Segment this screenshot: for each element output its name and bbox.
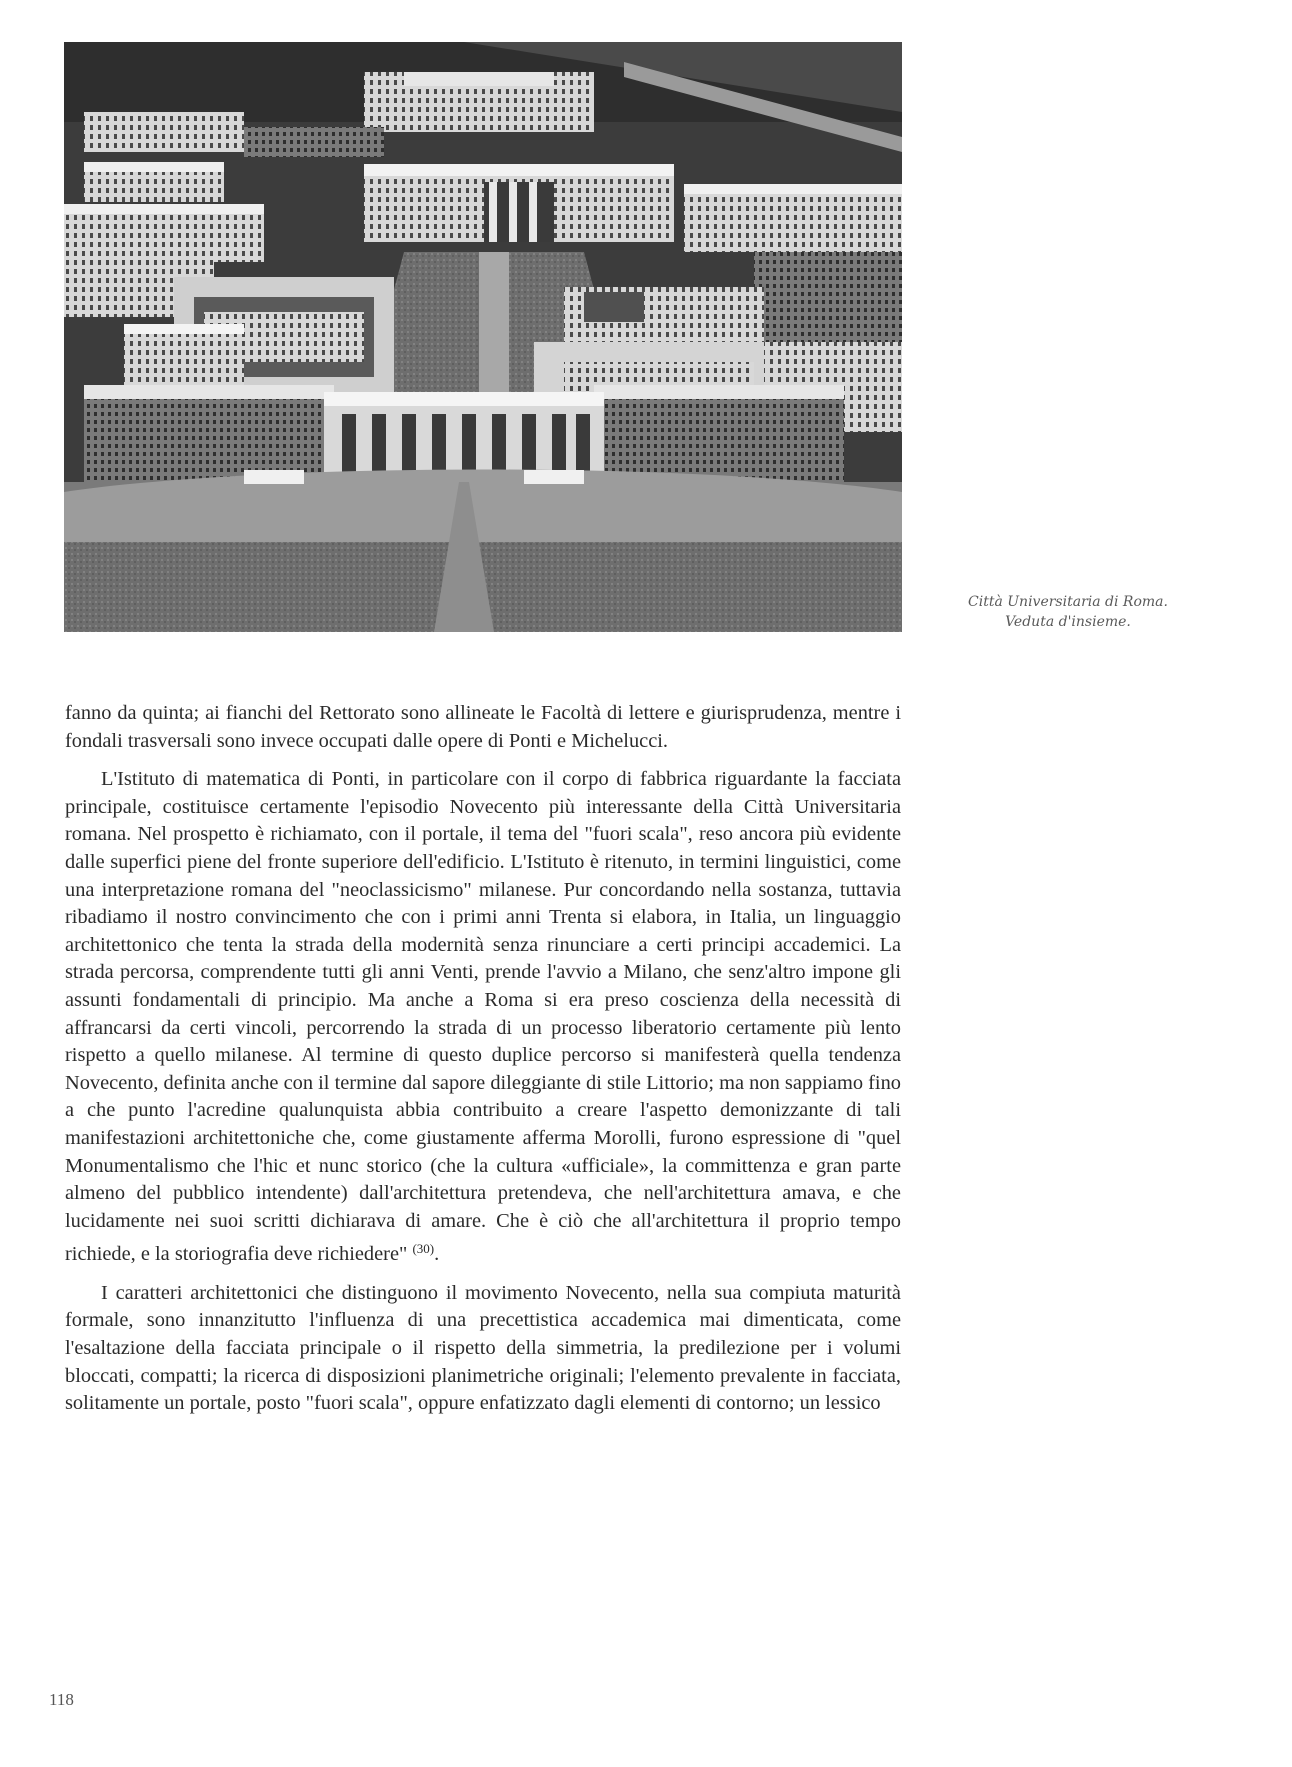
paragraph-3: I caratteri architettonici che distinguono il movimento Novecento, nella sua compiuta maturità formale, sono innanzitutto l'influenza di una precettistica accademica mai dimenticata, come l'esaltazione della facciata principale o il rispetto della simmetria, la predilezione per i volumi bloccati, compatti; la ricerca di disposizioni planimetriche originali; l'elemento prevalente in facciata, solitamente un portale, posto "fuori scala", oppure enfatizzato dagli elementi di contorno; un lessico bbox=[65, 1281, 901, 1415]
paragraph-2-end: . bbox=[434, 1243, 440, 1266]
aerial-photo-citta-universitaria bbox=[64, 42, 902, 632]
caption-line-1: Città Universitaria di Roma. bbox=[968, 594, 1168, 610]
page-number: 118 bbox=[49, 1690, 74, 1709]
footnote-reference: (30) bbox=[412, 1241, 435, 1257]
paragraph-1: fanno da quinta; ai fianchi del Rettorato sono allineate le Facoltà di lettere e giurisprudenza, mentre i fondali trasversali sono invece occupati dalle opere di Ponti e Michelucci. bbox=[65, 702, 901, 752]
body-text bbox=[65, 700, 901, 1429]
figure-caption bbox=[918, 592, 1218, 632]
paragraph-2 bbox=[65, 766, 901, 1269]
aerial-photo-illustration bbox=[64, 42, 902, 632]
paragraph-2-text: L'Istituto di matematica di Ponti, in particolare con il corpo di fabbrica riguardante la facciata principale, costituisce certamente l'episodio Novecento più interessante della Città Universitaria romana. Nel prospetto è richiamato, con il portale, il tema del "fuori scala", reso ancora più evidente dalle superfici piene del fronte superiore dell'edificio. L'Istituto è ritenuto, in termini linguistici, come una interpretazione romana del "neoclassicismo" milanese. Pur concordando nella sostanza, tuttavia ribadiamo il nostro convincimento che con i primi anni Trenta si elabora, in Italia, un linguaggio architettonico che tenta la strada della modernità senza rinunciare a certi principi accademici. La strada percorsa, comprendente tutti gli anni Venti, prende l'avvio a Milano, che senz'altro impone gli assunti fondamentali di principio. Ma anche a Roma si era preso coscienza della necessità di affrancarsi da certi vincoli, percorrendo la strada di un processo liberatorio certamente più lento rispetto a quello milanese. Al termine di questo duplice percorso si manifesterà quella tendenza Novecento, definita anche con il termine dal sapore dileggiante di stile Littorio; ma non sappiamo fino a che punto l'acredine qualunquista abbia contribuito a creare l'aspetto demonizzante di tali manifestazioni architettoniche che, come giustamente afferma Morolli, furono espressione di "quel Monumentalismo che l'hic et nunc storico (che la cultura «ufficiale», la committenza e gran parte almeno del pubblico intendente) dall'architettura pretendeva, che nell'architettura amava, e che lucidamente nei suoi scritti dichiarava di amare. Che è ciò che all'architettura il proprio tempo richiede, e la storiografia deve richiedere" bbox=[65, 768, 901, 1266]
caption-line-2: Veduta d'insieme. bbox=[1005, 614, 1131, 630]
